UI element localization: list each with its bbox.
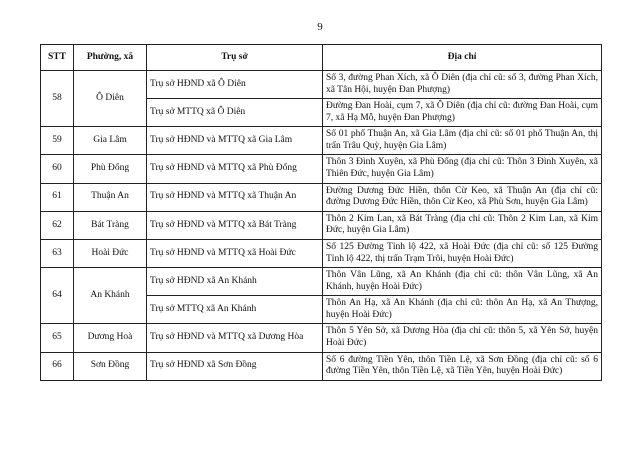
office-address-table xyxy=(40,44,602,381)
row-ward-name: Phù Đổng xyxy=(74,155,147,183)
row-address: Thôn Vân Lũng, xã An Khánh (địa chỉ cũ: thôn Vân Lũng, xã An Khánh, huyện Hoài Đức) xyxy=(323,268,602,296)
row-stt: 61 xyxy=(41,183,74,211)
row-ward-name: Ô Diên xyxy=(74,71,147,127)
table-row xyxy=(41,211,602,239)
row-address: Thôn 2 Kim Lan, xã Bát Tràng (địa chỉ cũ: Thôn 2 Kim Lan, xã Kim Đức, huyện Gia Lâm) xyxy=(323,211,602,239)
row-address: Đường Dương Đức Hiền, thôn Cừ Keo, xã Thuận An (địa chỉ cũ: đường Dương Đức Hiền, thôn Cừ Keo, xã Phù Sơn, huyện Gia Lâm) xyxy=(323,183,602,211)
row-office: Trụ sở HĐND và MTTQ xã Gia Lâm xyxy=(147,127,323,155)
row-office: Trụ sở MTTQ xã An Khánh xyxy=(147,296,323,324)
row-office: Trụ sở HĐND xã Sơn Đồng xyxy=(147,352,323,380)
row-address: Số 01 phố Thuận An, xã Gia Lâm (địa chỉ cũ: số 01 phố Thuận An, thị trấn Trâu Quỳ, huyện Gia Lâm) xyxy=(323,127,602,155)
row-address: Số 6 đường Tiền Yên, thôn Tiền Lệ, xã Sơn Đồng (địa chỉ cũ: số 6 đường Tiền Yên, thôn Tiền Lệ, xã Tiền Yên, huyện Hoài Đức) xyxy=(323,352,602,380)
table-row xyxy=(41,155,602,183)
row-address: Số 3, đường Phan Xích, xã Ô Diên (địa chỉ cũ: số 3, đường Phan Xích, xã Tân Hội, huyện Đan Phượng) xyxy=(323,71,602,99)
row-ward-name: Bát Tràng xyxy=(74,211,147,239)
table-row xyxy=(41,352,602,380)
header-stt: STT xyxy=(41,45,74,71)
row-address: Thôn An Hạ, xã An Khánh (địa chỉ cũ: thôn An Hạ, xã An Thượng, huyện Hoài Đức) xyxy=(323,296,602,324)
row-ward-name: An Khánh xyxy=(74,268,147,324)
row-ward-name: Sơn Đồng xyxy=(74,352,147,380)
table-row xyxy=(41,239,602,267)
header-office: Trụ sở xyxy=(147,45,323,71)
table-body xyxy=(41,71,602,381)
row-address: Số 125 Đường Tỉnh lộ 422, xã Hoài Đức (địa chỉ cũ: số 125 Đường Tỉnh lộ 422, thị trấn Trạm Trôi, huyện Hoài Đức) xyxy=(323,239,602,267)
row-office: Trụ sở HĐND và MTTQ xã Bát Tràng xyxy=(147,211,323,239)
row-stt: 65 xyxy=(41,324,74,352)
row-office: Trụ sở HĐND xã An Khánh xyxy=(147,268,323,296)
row-office: Trụ sở HĐND và MTTQ xã Hoài Đức xyxy=(147,239,323,267)
row-address: Thôn 5 Yên Sở, xã Dương Hòa (địa chỉ cũ: thôn 5, xã Yên Sở, huyện Hoài Đức) xyxy=(323,324,602,352)
table-row xyxy=(41,324,602,352)
row-ward-name: Gia Lâm xyxy=(74,127,147,155)
header-address: Địa chỉ xyxy=(323,45,602,71)
row-stt: 59 xyxy=(41,127,74,155)
row-office: Trụ sở HĐND xã Ô Diên xyxy=(147,71,323,99)
row-stt: 63 xyxy=(41,239,74,267)
table-header-row xyxy=(41,45,602,71)
row-stt: 62 xyxy=(41,211,74,239)
row-stt: 58 xyxy=(41,71,74,127)
header-ward-commune: Phường, xã xyxy=(74,45,147,71)
row-stt: 66 xyxy=(41,352,74,380)
row-ward-name: Dương Hoà xyxy=(74,324,147,352)
row-address: Thôn 3 Đình Xuyên, xã Phù Đổng (địa chỉ cũ: Thôn 3 Đình Xuyên, xã Thiên Đức, huyện Gia Lâm) xyxy=(323,155,602,183)
row-stt: 64 xyxy=(41,268,74,324)
row-office: Trụ sở HĐND và MTTQ xã Thuận An xyxy=(147,183,323,211)
row-office: Trụ sở HĐND và MTTQ xã Phù Đổng xyxy=(147,155,323,183)
row-stt: 60 xyxy=(41,155,74,183)
table-row xyxy=(41,127,602,155)
table-row xyxy=(41,71,602,99)
page-number: 9 xyxy=(317,21,323,33)
row-office: Trụ sở HĐND và MTTQ xã Dương Hòa xyxy=(147,324,323,352)
row-office: Trụ sở MTTQ xã Ô Diên xyxy=(147,99,323,127)
row-ward-name: Thuận An xyxy=(74,183,147,211)
row-ward-name: Hoài Đức xyxy=(74,239,147,267)
table-row xyxy=(41,183,602,211)
table-row xyxy=(41,268,602,296)
row-address: Đường Đan Hoài, cụm 7, xã Ô Diên (địa chỉ cũ: đường Đan Hoài, cụm 7, xã Hạ Mỗ, huyện Đan Phượng) xyxy=(323,99,602,127)
